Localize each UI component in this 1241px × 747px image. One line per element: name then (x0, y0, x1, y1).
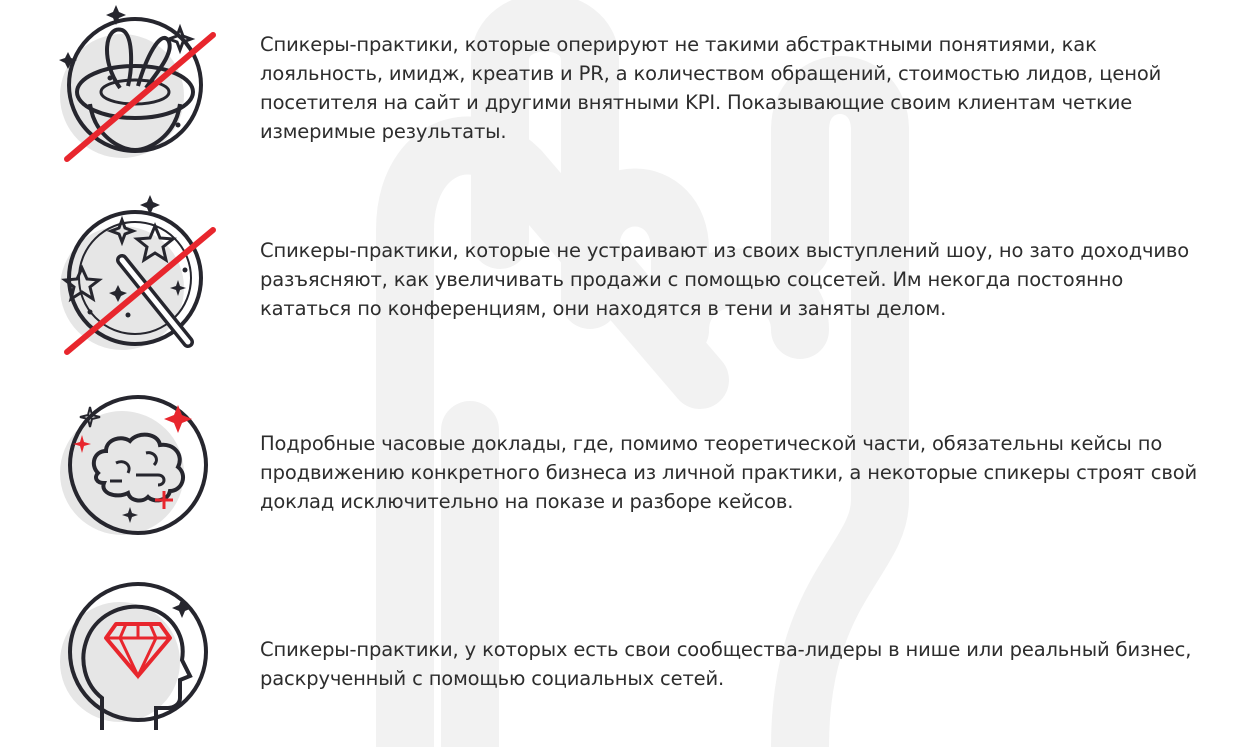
magic-wand-crossed-icon (50, 190, 220, 360)
feature-item (50, 190, 1220, 370)
head-diamond-icon (50, 580, 220, 747)
feature-description: Спикеры-практики, у которых есть свои сообщества-лидеры в нише или реальный бизнес, раскрученный с помощью социальных сетей. (260, 638, 1192, 690)
feature-item (50, 580, 1220, 747)
feature-item (50, 395, 1220, 555)
feature-description: Спикеры-практики, которые оперируют не такими абстрактными понятиями, как лояльность, имидж, креатив и PR, а количеством обращений, стоимостью лидов, ценой посетителя на сайт и другими внятными KPI. Показывающие своим клиентам четкие измеримые результаты. (260, 33, 1162, 143)
brain-icon (50, 395, 220, 565)
feature-description: Подробные часовые доклады, где, помимо теоретической части, обязательны кейсы по продвижению конкретного бизнеса из личной практики, а некоторые спикеры строят свой доклад исключительно на показе и разборе кейсов. (260, 432, 1197, 513)
feature-item (50, 0, 1220, 180)
magic-hat-crossed-icon (50, 0, 220, 170)
feature-description: Спикеры-практики, которые не устраивают из своих выступлений шоу, но зато доходчиво разъясняют, как увеличивать продажи с помощью соцсетей. Им некогда постоянно кататься по конференциям, они находятся в тени и заняты делом. (260, 239, 1190, 320)
